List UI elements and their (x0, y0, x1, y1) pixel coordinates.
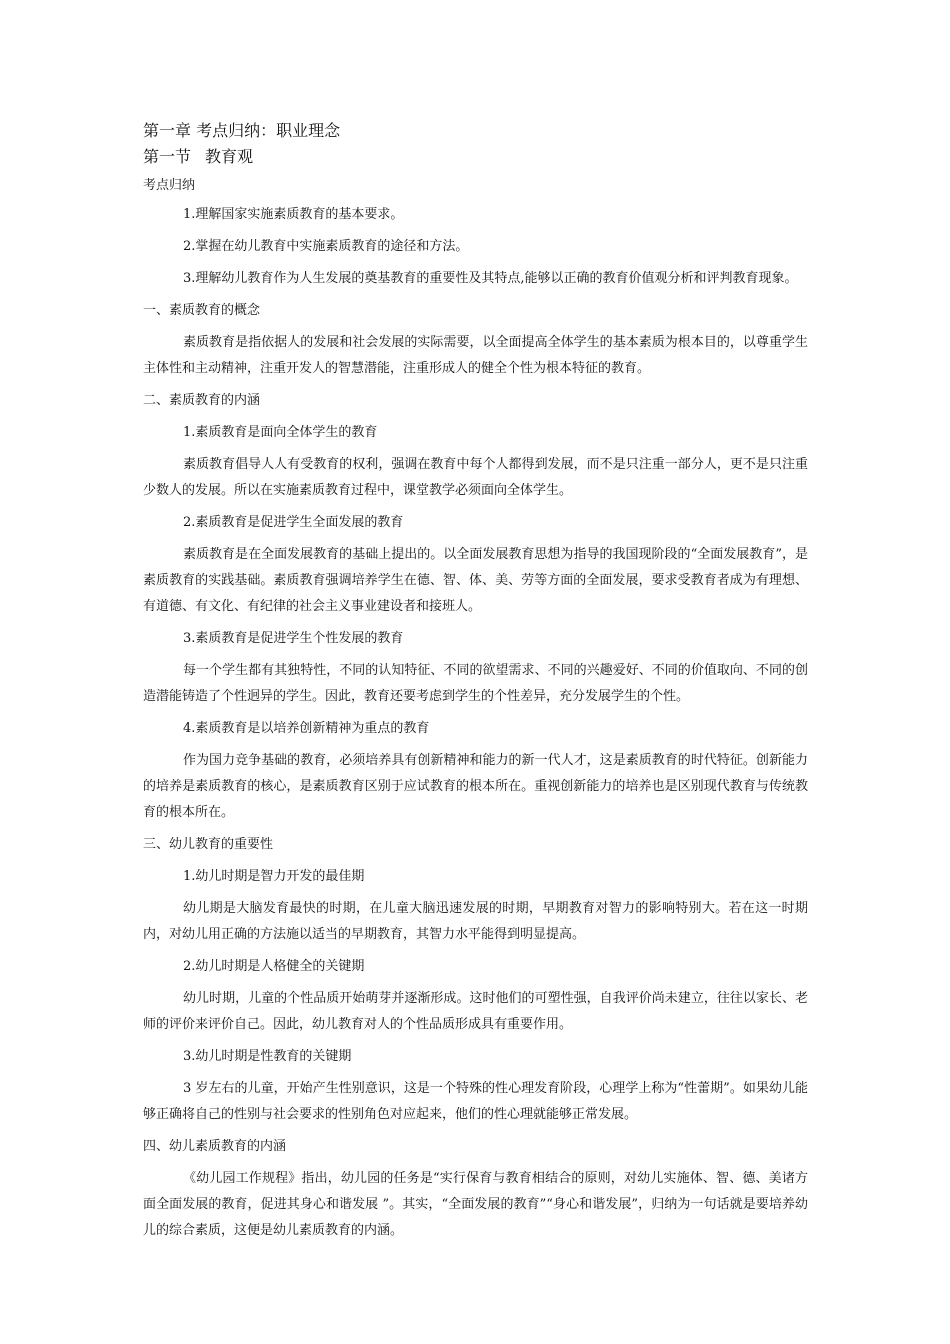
part3-heading: 三、幼儿教育的重要性 (143, 837, 274, 852)
part2-item-1-title: 1.素质教育是面向全体学生的教育 (183, 425, 378, 440)
part2-heading: 二、素质教育的内涵 (143, 393, 261, 408)
part2-item-3-title: 3.素质教育是促进学生个性发展的教育 (183, 631, 404, 646)
objective-2: 2.掌握在幼儿教育中实施素质教育的途径和方法。 (183, 239, 469, 254)
part3-item-1-title: 1.幼儿时期是智力开发的最佳期 (183, 869, 365, 884)
part2-item-3-text: 每一个学生都有其独特性，不同的认知特征、不同的欲望需求、不同的兴趣爱好、不同的价值取向、不同的创造潜能铸造了个性迥异的学生。因此，教育还要考虑到学生的个性差异，充分发展学生的个性。 (143, 663, 808, 704)
section-label: 第一节 (143, 147, 192, 166)
part2-item-2-title: 2.素质教育是促进学生全面发展的教育 (183, 515, 404, 530)
chapter-title: 第一章 考点归纳：职业理念 (143, 121, 341, 140)
part2-item-1-text: 素质教育倡导人人有受教育的权利，强调在教育中每个人都得到发展，而不是只注重一部分人，更不是只注重少数人的发展。所以在实施素质教育过程中，课堂教学必须面向全体学生。 (143, 457, 808, 498)
part3-item-3-title: 3.幼儿时期是性教育的关键期 (183, 1049, 352, 1064)
part1-text: 素质教育是指依据人的发展和社会发展的实际需要，以全面提高全体学生的基本素质为根本目的，以尊重学生主体性和主动精神，注重开发人的智慧潜能，注重形成人的健全个性为根本特征的教育。 (143, 335, 808, 376)
part3-item-3-text: 3 岁左右的儿童，开始产生性别意识，这是一个特殊的性心理发育阶段，心理学上称为“性蕾期”。如果幼儿能够正确将自己的性别与社会要求的性别角色对应起来，他们的性心理就能够正常发展。 (143, 1081, 808, 1122)
section-title (143, 144, 808, 170)
part2-item-4-title: 4.素质教育是以培养创新精神为重点的教育 (183, 721, 430, 736)
part3-item-2-title: 2.幼儿时期是人格健全的关键期 (183, 959, 365, 974)
part3-item-2-text: 幼儿时期，儿童的个性品质开始萌芽并逐渐形成。这时他们的可塑性强，自我评价尚未建立，往往以家长、老师的评价来评价自己。因此，幼儿教育对人的个性品质形成具有重要作用。 (143, 991, 808, 1032)
part1-heading: 一、素质教育的概念 (143, 303, 261, 318)
part4-heading: 四、幼儿素质教育的内涵 (143, 1139, 287, 1154)
objective-1: 1.理解国家实施素质教育的基本要求。 (183, 207, 404, 222)
part4-text: 《幼儿园工作规程》指出，幼儿园的任务是“实行保育与教育相结合的原则，对幼儿实施体、智、德、美诸方面全面发展的教育，促进其身心和谐发展 ”。其实，“全面发展的教育”“身心和谐发展”，归纳为一句话就是要培养幼儿的综合素质，这便是幼儿素质教育的内涵。 (143, 1171, 808, 1238)
part2-item-4-text: 作为国力竞争基础的教育，必须培养具有创新精神和能力的新一代人才，这是素质教育的时代特征。创新能力的培养是素质教育的核心，是素质教育区别于应试教育的根本所在。重视创新能力的培养也是区别现代教育与传统教育的根本所在。 (143, 753, 808, 820)
part2-item-2-text: 素质教育是在全面发展教育的基础上提出的。以全面发展教育思想为指导的我国现阶段的“全面发展教育”，是素质教育的实践基础。素质教育强调培养学生在德、智、体、美、劳等方面的全面发展，要求受教育者成为有理想、有道德、有文化、有纪律的社会主义事业建设者和接班人。 (143, 547, 808, 614)
section-name: 教育观 (205, 147, 254, 166)
document-content (143, 118, 808, 1250)
part3-item-1-text: 幼儿期是大脑发育最快的时期，在儿童大脑迅速发展的时期，早期教育对智力的影响特别大。若在这一时期内，对幼儿用正确的方法施以适当的早期教育，其智力水平能得到明显提高。 (143, 901, 808, 942)
kaodian-label: 考点归纳 (143, 178, 196, 193)
objective-3: 3.理解幼儿教育作为人生发展的奠基教育的重要性及其特点,能够以正确的教育价值观分析和评判教育现象。 (183, 271, 798, 286)
